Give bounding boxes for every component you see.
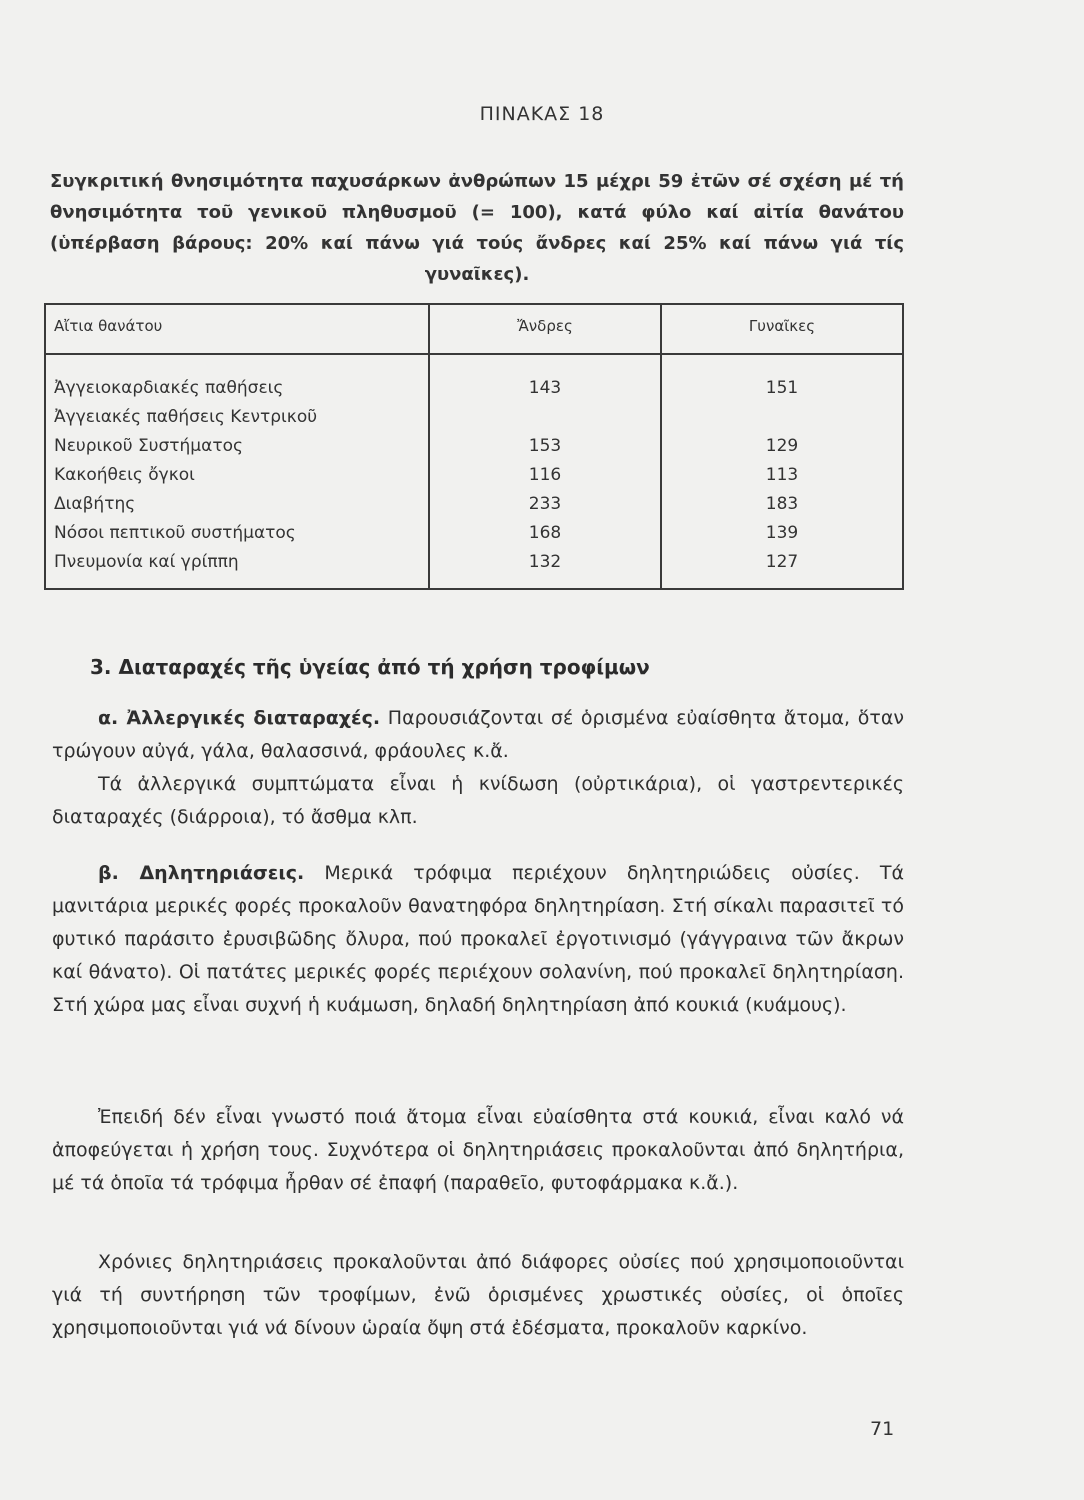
cell-men: 132 [528, 552, 562, 572]
section-heading: 3. Διαταραχές τῆς ὑγείας ἀπό τή χρήση τροφίμων [90, 655, 650, 679]
cell-cause: Νόσοι πεπτικοῦ συστήματος [54, 523, 296, 543]
cell-women: 151 [765, 378, 799, 398]
table-title: ΠΙΝΑΚΑΣ 18 [479, 103, 605, 125]
poisoning-paragraph [52, 857, 904, 1022]
table-row [46, 549, 906, 578]
header-divider [46, 353, 902, 355]
allergies-paragraph [52, 702, 904, 768]
cell-men: 153 [528, 436, 562, 456]
cell-men: 143 [528, 378, 562, 398]
table-row [46, 491, 906, 520]
cell-women: 129 [765, 436, 799, 456]
cell-women: 139 [765, 523, 799, 543]
allergies-text: Παρουσιάζονται σέ ὁρισμένα εὐαίσθητα ἄτομα, ὅταν τρώγουν αὐγά, γάλα, θαλασσινά, φράουλες κ.ἄ. [52, 707, 904, 762]
page-number: 71 [870, 1418, 895, 1440]
cell-cause: Ἀγγειακές παθήσεις Κεντρικοῦ [54, 407, 318, 427]
table-row [46, 520, 906, 549]
poisoning-beans-text: Ἐπειδή δέν εἶναι γνωστό ποιά ἄτομα εἶναι εὐαίσθητα στά κουκιά, εἶναι καλό νά ἀποφεύγεται ἡ χρήση τους. Συχνότερα οἱ δηλητηριάσεις προκαλοῦνται ἀπό δηλητήρια, μέ τά ὁποῖα τά τρόφιμα ἦρθαν σέ ἐπαφή (παραθεῖο, φυτοφάρμακα κ.ἄ.). [52, 1106, 904, 1194]
chronic-poisoning-text: Χρόνιες δηλητηριάσεις προκαλοῦνται ἀπό διάφορες οὐσίες πού χρησιμοποιοῦνται γιά τή συντήρηση τῶν τροφίμων, ἐνῶ ὁρισμένες χρωστικές οὐσίες, οἱ ὁποῖες χρησιμοποιοῦνται γιά νά δίνουν ὡραία ὄψη στά ἐδέσματα, προκαλοῦν καρκίνο. [52, 1251, 904, 1339]
cell-cause: Διαβήτης [54, 494, 136, 514]
mortality-table [44, 303, 904, 590]
table-caption: Συγκριτική θνησιμότητα παχυσάρκων ἀνθρώπων 15 μέχρι 59 ἐτῶν σέ σχέση μέ τή θνησιμότητα τοῦ γενικοῦ πληθυσμοῦ (= 100), κατά φύλο καί αἰτία θανάτου (ὑπέρβαση βάρους: 20% καί πάνω γιά τούς ἄνδρες καί 25% καί πάνω γιά τίς γυναῖκες). [50, 171, 904, 285]
poisoning-label: β. Δηλητηριάσεις. [98, 862, 305, 884]
header-men: Ἄνδρες [517, 317, 573, 335]
cell-cause: Νευρικοῦ Συστήματος [54, 436, 243, 456]
allergies-symptoms-paragraph [52, 768, 904, 834]
chronic-poisoning-paragraph [52, 1246, 904, 1345]
allergies-symptoms-text: Τά ἀλλεργικά συμπτώματα εἶναι ἡ κνίδωση (οὐρτικάρια), οἱ γαστρεντερικές διαταραχές (διάρροια), τό ἄσθμα κλπ. [52, 773, 904, 828]
cell-cause: Ἀγγειοκαρδιακές παθήσεις [54, 378, 284, 398]
cell-men: 116 [528, 465, 562, 485]
cell-men: 233 [528, 494, 562, 514]
cell-cause: Κακοήθεις ὄγκοι [54, 465, 195, 485]
table-body [46, 375, 906, 578]
header-cause: Αἴτια θανάτου [54, 317, 163, 335]
table-row [46, 404, 906, 433]
header-women: Γυναῖκες [748, 317, 816, 335]
table-row [46, 375, 906, 404]
table-row [46, 462, 906, 491]
table-row [46, 433, 906, 462]
cell-men: 168 [528, 523, 562, 543]
cell-cause: Πνευμονία καί γρίππη [54, 552, 239, 572]
cell-women: 113 [765, 465, 799, 485]
poisoning-beans-paragraph [52, 1101, 904, 1200]
cell-women: 127 [765, 552, 799, 572]
allergies-label: α. Ἀλλεργικές διαταραχές. [98, 707, 381, 729]
poisoning-text: Μερικά τρόφιμα περιέχουν δηλητηριώδεις οὐσίες. Τά μανιτάρια μερικές φορές προκαλοῦν θανατηφόρα δηλητηρίαση. Στή σίκαλι παρασιτεῖ τό φυτικό παράσιτο ἐρυσιβῶδης ὄλυρα, πού προκαλεῖ ἐργοτινισμό (γάγγραινα τῶν ἄκρων καί θάνατο). Οἱ πατάτες μερικές φορές περιέχουν σολανίνη, πού προκαλεῖ δηλητηρίαση. Στή χώρα μας εἶναι συχνή ἡ κυάμωση, δηλαδή δηλητηρίαση ἀπό κουκιά (κυάμους). [52, 862, 904, 1016]
cell-women: 183 [765, 494, 799, 514]
